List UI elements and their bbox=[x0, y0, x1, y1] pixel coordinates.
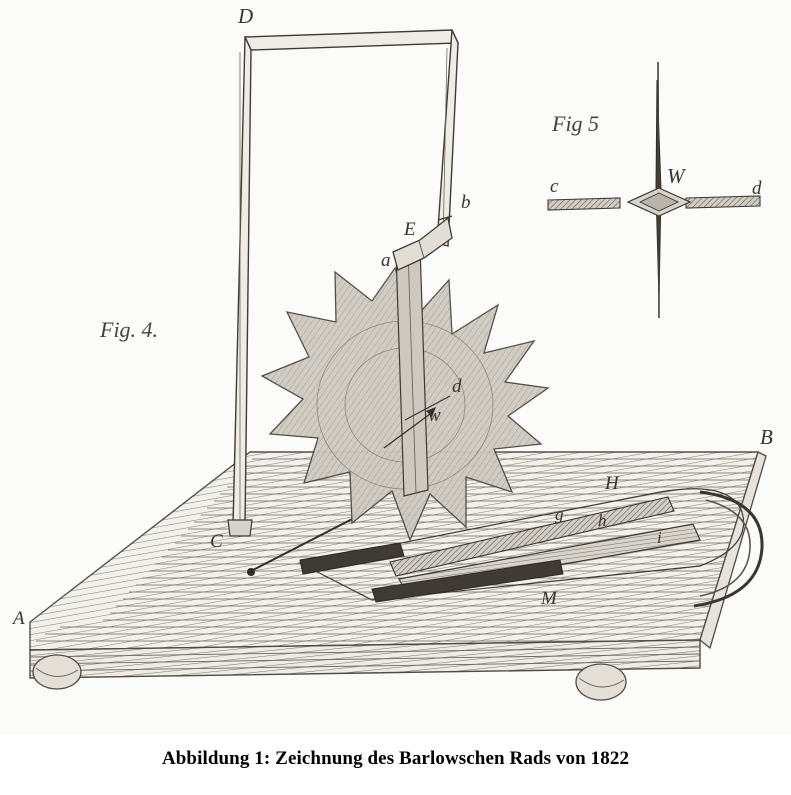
fig5-title: Fig 5 bbox=[552, 111, 600, 136]
label-C: C bbox=[210, 531, 223, 552]
label-w: w bbox=[428, 405, 441, 426]
label-a: a bbox=[381, 250, 391, 271]
label-D: D bbox=[238, 4, 254, 28]
label-g: g bbox=[555, 505, 564, 524]
fig5-apparatus bbox=[548, 62, 760, 318]
label-d-fig5: d bbox=[752, 178, 762, 199]
label-A: A bbox=[13, 608, 25, 629]
label-h: h bbox=[598, 511, 607, 530]
label-c-fig5: c bbox=[550, 176, 559, 197]
label-E: E bbox=[404, 219, 416, 240]
label-H: H bbox=[605, 473, 619, 494]
label-W-fig5: W bbox=[667, 164, 685, 188]
fig4-title: Fig. 4. bbox=[100, 317, 159, 342]
figure-caption: Abbildung 1: Zeichnung des Barlowschen Rads von 1822 bbox=[161, 748, 630, 769]
label-M: M bbox=[541, 588, 557, 609]
label-d-wheel: d bbox=[452, 376, 462, 397]
label-b: b bbox=[461, 192, 471, 213]
label-i: i bbox=[657, 528, 662, 547]
label-B: B bbox=[760, 425, 773, 449]
